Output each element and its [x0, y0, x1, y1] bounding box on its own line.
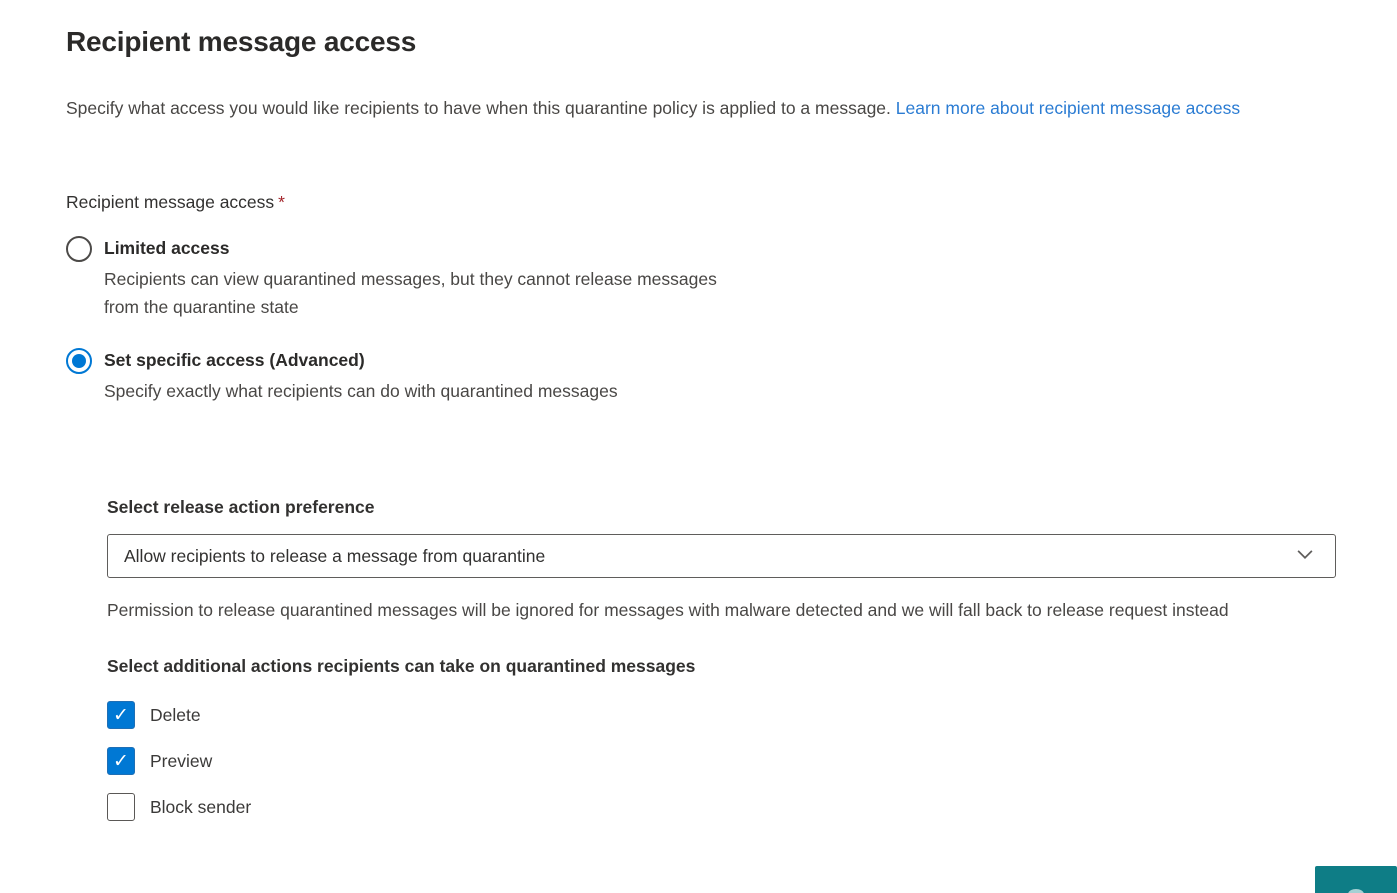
checkbox-row-block-sender[interactable]: [107, 793, 1331, 821]
advanced-access-section: [107, 497, 1331, 821]
learn-more-link[interactable]: Learn more about recipient message access: [895, 98, 1241, 118]
page-title: Recipient message access: [66, 26, 417, 57]
access-radio-group: [66, 235, 1331, 405]
checkbox-row-delete[interactable]: [107, 701, 1331, 729]
smiley-icon: [1348, 889, 1364, 893]
release-preference-selected-value: Allow recipients to release a message from quarantine: [124, 545, 546, 566]
access-field-label: [66, 192, 1331, 213]
radio-option-description: Specify exactly what recipients can do with quarantined messages: [104, 381, 618, 401]
checkbox-icon[interactable]: [107, 701, 135, 729]
radio-option-label: Limited access: [104, 238, 230, 258]
checkbox-row-preview[interactable]: [107, 747, 1331, 775]
checkbox-label: Preview: [150, 750, 213, 771]
page-description-text: Specify what access you would like recipients to have when this quarantine policy is applied to a message.: [66, 98, 891, 118]
checkbox-label: Delete: [150, 704, 201, 725]
feedback-button[interactable]: [1315, 866, 1397, 893]
radio-option-texts: [104, 235, 724, 321]
radio-option-description: Recipients can view quarantined messages, but they cannot release messages from the quarantine state: [104, 269, 717, 317]
radio-option-label: Set specific access (Advanced): [104, 350, 365, 370]
access-field-label-text: Recipient message access: [66, 192, 275, 212]
radio-option-texts: [104, 347, 618, 405]
release-preference-dropdown[interactable]: [107, 534, 1336, 578]
required-marker: *: [278, 192, 285, 212]
release-preference-label: Select release action preference: [107, 497, 375, 517]
page-description: [66, 94, 1331, 122]
checkbox-icon[interactable]: [107, 793, 135, 821]
release-preference-note: Permission to release quarantined messages will be ignored for messages with malware detected and we will fall back to release request instead: [107, 600, 1229, 620]
radio-option-set-specific-access[interactable]: [66, 347, 1331, 405]
checkbox-label: Block sender: [150, 796, 252, 817]
radio-button-icon[interactable]: [66, 236, 92, 262]
additional-actions-checkbox-list: [107, 701, 1331, 821]
chevron-down-icon: [1295, 544, 1315, 569]
checkbox-icon[interactable]: [107, 747, 135, 775]
additional-actions-label: Select additional actions recipients can take on quarantined messages: [107, 656, 696, 676]
radio-button-icon[interactable]: [66, 348, 92, 374]
radio-option-limited-access[interactable]: [66, 235, 1331, 321]
